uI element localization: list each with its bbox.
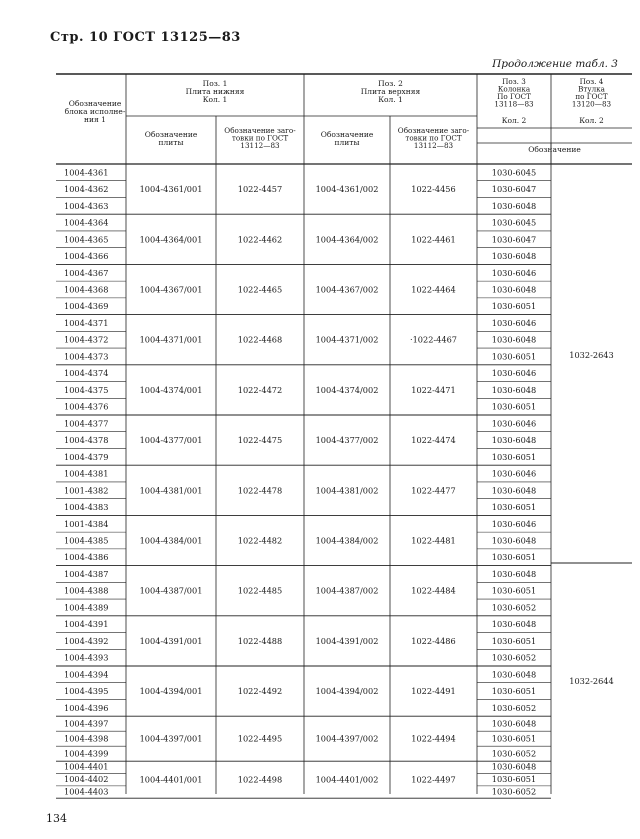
pos2-plate: 1004-4381/002	[315, 485, 379, 496]
pos2-blank: 1022-4491	[411, 686, 456, 697]
pos3-designation: 1030-6048	[491, 435, 537, 446]
block-designation: 1004-4367	[64, 267, 109, 278]
pos1-blank: 1022-4475	[237, 435, 283, 446]
pos3-designation: 1030-6048	[491, 718, 537, 729]
pos2-plate: 1004-4377/002	[315, 435, 379, 446]
pos2-plate: 1004-4361/002	[315, 184, 379, 195]
pos2-blank: 1022-4497	[411, 774, 456, 785]
pos2-plate: 1004-4384/002	[315, 535, 379, 546]
table-continuation-caption: Продолжение табл. 3	[492, 58, 618, 70]
pos3-designation: 1030-6052	[491, 702, 537, 713]
block-designation: 1004-4377	[64, 418, 109, 429]
header-pos1: Поз. 1	[202, 79, 228, 88]
block-designation: 1001-4382	[64, 485, 109, 496]
block-designation: 1004-4365	[64, 234, 109, 245]
pos3-designation: 1030-6046	[491, 468, 537, 479]
block-designation: 1004-4363	[64, 200, 109, 211]
block-designation: 1004-4366	[64, 251, 109, 262]
pos2-plate: 1004-4364/002	[315, 234, 379, 245]
pos3-designation: 1030-6052	[491, 602, 537, 613]
pos2-blank: 1022-4456	[411, 184, 456, 195]
header-pos2: Плита верхняя	[360, 87, 421, 96]
block-designation: 1004-4378	[64, 435, 109, 446]
pos2-blank: 1022-4486	[411, 635, 456, 646]
pos3-designation: 1030-6046	[491, 418, 537, 429]
pos2-plate: 1004-4371/002	[315, 334, 379, 345]
block-designation: 1004-4395	[64, 686, 109, 697]
pos1-plate: 1004-4384/001	[139, 535, 203, 546]
pos3-designation: 1030-6051	[491, 401, 537, 412]
block-designation: 1004-4394	[64, 669, 109, 680]
pos3-designation: 1030-6048	[491, 669, 537, 680]
header-blank-designation: товки по ГОСТ	[405, 133, 462, 143]
header-pos4: по ГОСТ	[575, 92, 608, 101]
header-pos1: Кол. 1	[202, 95, 228, 104]
pos1-plate: 1004-4371/001	[139, 334, 203, 345]
pos3-designation: 1030-6052	[491, 786, 537, 797]
pos3-designation: 1030-6048	[491, 535, 537, 546]
header-block-designation: блока исполне-	[64, 107, 126, 116]
block-designation: 1004-4396	[64, 702, 109, 713]
pos1-blank: 1022-4465	[237, 284, 283, 295]
pos2-blank: 1022-4481	[411, 535, 456, 546]
pos4-designation: 1032-2643	[569, 350, 614, 360]
header-designation: Обозначение	[528, 145, 581, 154]
block-designation: 1004-4388	[64, 585, 109, 596]
pos1-plate: 1004-4401/001	[139, 774, 203, 785]
pos3-designation: 1030-6048	[491, 200, 537, 211]
header-block-designation: Обозначение	[68, 99, 122, 108]
header-pos3-qty: Кол. 2	[501, 116, 527, 125]
pos3-designation: 1030-6048	[491, 334, 537, 345]
block-designation: 1004-4364	[64, 217, 109, 228]
pos2-plate: 1004-4401/002	[315, 774, 379, 785]
pos1-blank: 1022-4485	[237, 585, 283, 596]
header-pos2: Кол. 1	[378, 95, 403, 104]
header-blank-designation: товки по ГОСТ	[231, 133, 289, 143]
pos3-designation: 1030-6051	[491, 733, 537, 744]
header-pos3: По ГОСТ	[497, 92, 531, 101]
header-pos4: Втулка	[578, 84, 605, 94]
header-pos3: Поз. 3	[502, 77, 526, 86]
block-designation: 1004-4386	[64, 552, 109, 563]
header-pos4-qty: Кол. 2	[579, 116, 604, 125]
pos2-blank: ·1022-4467	[409, 334, 458, 345]
pos1-plate: 1004-4364/001	[139, 234, 203, 245]
block-designation: 1004-4392	[64, 635, 109, 646]
block-designation: 1004-4403	[64, 786, 109, 797]
pos3-designation: 1030-6051	[491, 502, 537, 513]
header-pos2: Поз. 2	[378, 79, 403, 88]
pos3-designation: 1030-6052	[491, 652, 537, 663]
pos1-plate: 1004-4361/001	[139, 184, 203, 195]
header-plate-designation: Обозначение	[144, 130, 198, 139]
header-plate-designation: плиты	[158, 138, 184, 147]
pos1-plate: 1004-4387/001	[139, 585, 203, 596]
header-blank-designation: Обозначение заго-	[397, 126, 470, 135]
header-pos1: Плита нижняя	[185, 87, 245, 96]
pos3-designation: 1030-6048	[491, 568, 537, 579]
block-designation: 1001-4384	[64, 518, 109, 529]
pos1-plate: 1004-4374/001	[139, 384, 203, 395]
pos1-plate: 1004-4394/001	[139, 686, 203, 697]
block-designation: 1004-4401	[64, 761, 109, 772]
pos3-designation: 1030-6051	[491, 552, 537, 563]
pos3-designation: 1030-6048	[491, 284, 537, 295]
pos2-blank: 1022-4461	[411, 234, 456, 245]
block-designation: 1004-4389	[64, 602, 109, 613]
pos2-blank: 1022-4477	[411, 485, 456, 496]
pos3-designation: 1030-6045	[491, 167, 537, 178]
header-plate-designation: Обозначение	[320, 130, 374, 139]
pos3-designation: 1030-6051	[491, 351, 537, 362]
pos3-designation: 1030-6051	[491, 585, 537, 596]
header-blank-designation: 13112—83	[240, 141, 280, 150]
block-designation: 1004-4387	[64, 568, 109, 579]
header-pos4: Поз. 4	[579, 77, 604, 86]
pos3-designation: 1030-6047	[491, 234, 537, 245]
pos1-blank: 1022-4482	[237, 535, 283, 546]
block-designation: 1004-4375	[64, 384, 109, 395]
pos1-blank: 1022-4457	[237, 184, 283, 195]
pos3-designation: 1030-6048	[491, 485, 537, 496]
block-designation: 1004-4374	[64, 368, 109, 379]
pos4-designation: 1032-2644	[569, 676, 614, 686]
pos2-blank: 1022-4474	[411, 435, 456, 446]
header-pos3: 13118—83	[494, 99, 534, 109]
block-designation: 1004-4371	[64, 317, 109, 328]
pos1-plate: 1004-4377/001	[139, 435, 203, 446]
block-designation: 1004-4391	[64, 619, 109, 630]
pos1-blank: 1022-4498	[237, 774, 283, 785]
header-pos4: 13120—83	[571, 99, 612, 109]
pos1-blank: 1022-4468	[237, 334, 283, 345]
pos3-designation: 1030-6046	[491, 317, 537, 328]
pos3-designation: 1030-6047	[491, 184, 537, 195]
block-designation: 1004-4385	[64, 535, 109, 546]
pos1-plate: 1004-4381/001	[139, 485, 203, 496]
block-designation: 1004-4362	[64, 184, 109, 195]
page-number: 134	[46, 812, 67, 825]
pos1-blank: 1022-4495	[237, 733, 283, 744]
pos2-plate: 1004-4394/002	[315, 686, 379, 697]
header-pos3: Колонка	[497, 84, 531, 94]
block-designation: 1004-4361	[64, 167, 109, 178]
pos3-designation: 1030-6051	[491, 635, 537, 646]
block-designation: 1004-4373	[64, 351, 109, 362]
pos3-designation: 1030-6051	[491, 301, 537, 312]
pos1-plate: 1004-4367/001	[139, 284, 203, 295]
block-designation: 1004-4376	[64, 401, 109, 412]
pos3-designation: 1030-6051	[491, 451, 537, 462]
pos2-blank: 1022-4464	[411, 284, 456, 295]
block-designation: 1004-4402	[64, 773, 109, 784]
pos1-blank: 1022-4472	[237, 384, 283, 395]
pos1-blank: 1022-4488	[237, 635, 283, 646]
header-plate-designation: плиты	[334, 138, 360, 147]
pos3-designation: 1030-6048	[491, 384, 537, 395]
pos3-designation: 1030-6048	[491, 619, 537, 630]
block-designation: 1004-4383	[64, 502, 109, 513]
block-designation: 1004-4399	[64, 748, 109, 759]
page-title: Стр. 10 ГОСТ 13125—83	[50, 30, 241, 45]
pos2-plate: 1004-4374/002	[315, 384, 379, 395]
pos1-blank: 1022-4478	[237, 485, 283, 496]
pos3-designation: 1030-6051	[491, 773, 537, 784]
pos2-blank: 1022-4471	[411, 384, 456, 395]
block-designation: 1004-4398	[64, 733, 109, 744]
pos1-blank: 1022-4462	[237, 234, 283, 245]
pos1-plate: 1004-4397/001	[139, 733, 203, 744]
pos3-designation: 1030-6048	[491, 761, 537, 772]
pos2-blank: 1022-4484	[411, 585, 456, 596]
pos3-designation: 1030-6048	[491, 251, 537, 262]
header-block-designation: ния 1	[84, 115, 106, 124]
pos3-designation: 1030-6046	[491, 368, 537, 379]
block-designation: 1004-4379	[64, 451, 109, 462]
pos2-plate: 1004-4387/002	[315, 585, 379, 596]
pos3-designation: 1030-6045	[491, 217, 537, 228]
block-designation: 1004-4381	[64, 468, 109, 479]
pos1-plate: 1004-4391/001	[139, 635, 203, 646]
pos3-designation: 1030-6046	[491, 267, 537, 278]
header-blank-designation: 13112—83	[413, 141, 454, 150]
pos1-blank: 1022-4492	[237, 686, 283, 697]
block-designation: 1004-4368	[64, 284, 109, 295]
block-designation: 1004-4369	[64, 301, 109, 312]
block-designation: 1004-4372	[64, 334, 109, 345]
pos2-plate: 1004-4397/002	[315, 733, 379, 744]
pos3-designation: 1030-6051	[491, 686, 537, 697]
block-designation: 1004-4393	[64, 652, 109, 663]
pos3-designation: 1030-6046	[491, 518, 537, 529]
pos2-blank: 1022-4494	[411, 733, 456, 744]
pos3-designation: 1030-6052	[491, 748, 537, 759]
pos2-plate: 1004-4367/002	[315, 284, 379, 295]
pos2-plate: 1004-4391/002	[315, 635, 379, 646]
header-blank-designation: Обозначение заго-	[224, 126, 296, 135]
block-designation: 1004-4397	[64, 718, 109, 729]
